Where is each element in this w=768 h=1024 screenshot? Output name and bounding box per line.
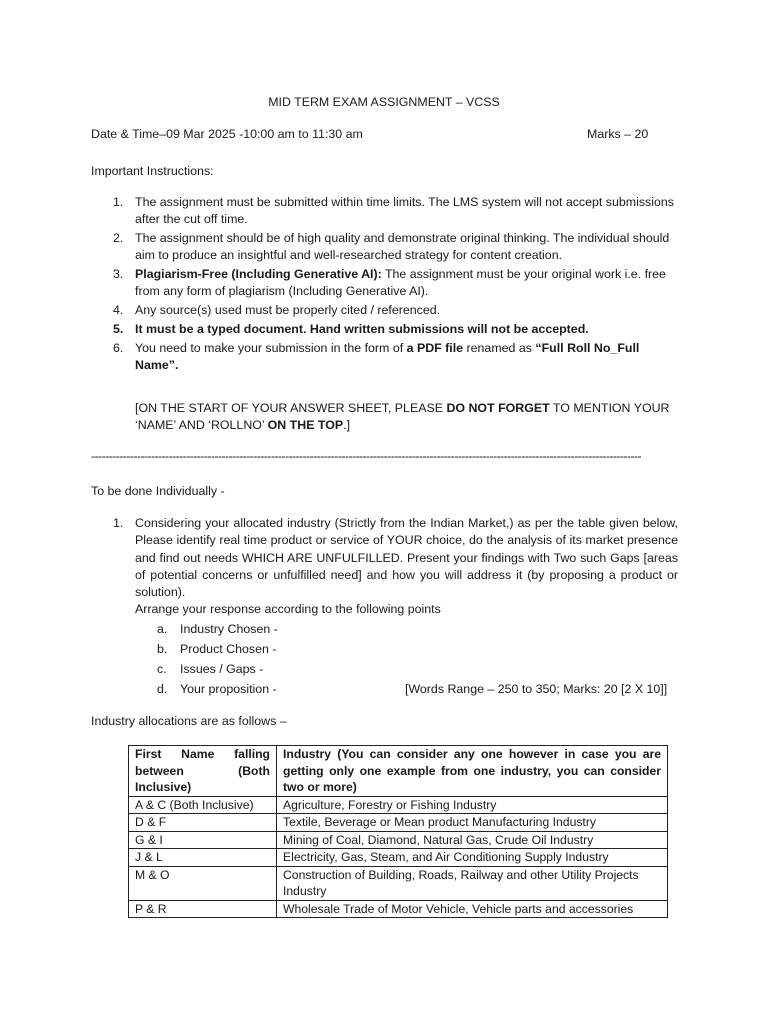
- words-range: [Words Range – 250 to 350; Marks: 20 [2 X 10]]: [405, 682, 668, 696]
- table-cell-industry: Electricity, Gas, Steam, and Air Conditioning Supply Industry: [277, 849, 668, 867]
- separator-line: ------------------------------------------------------------------------------------------------------------------------------------------------------------: [91, 449, 642, 463]
- instruction-bold-text: a PDF file: [406, 341, 464, 355]
- table-row: [129, 814, 668, 832]
- table-row: [129, 849, 668, 867]
- instruction-text: The assignment must be submitted within time limits. The LMS system will not accept submissions after the cut off time.: [135, 195, 674, 226]
- note-text: TO MENTION YOUR ‘NAME’ AND ‘ROLLNO’: [135, 401, 670, 432]
- note-text: .]: [343, 418, 351, 432]
- point-text: Issues / Gaps -: [180, 662, 264, 676]
- instruction-number: 1.: [113, 195, 124, 209]
- point-text: Product Chosen -: [180, 642, 277, 656]
- instruction-bold-text: Plagiarism-Free (Including Generative AI):: [135, 267, 382, 281]
- instruction-item: [91, 230, 681, 264]
- allocations-heading: Industry allocations are as follows –: [91, 714, 287, 728]
- table-cell-name-range: D & F: [129, 814, 277, 832]
- individual-heading: To be done Individually -: [91, 484, 225, 498]
- marks-label: Marks – 20: [587, 127, 649, 141]
- point-letter: c.: [157, 662, 167, 676]
- table-cell-name-range: A & C (Both Inclusive): [129, 796, 277, 814]
- instruction-number: 5.: [113, 322, 124, 336]
- response-point: [135, 681, 680, 701]
- instruction-number: 4.: [113, 303, 124, 317]
- note-bold-text: DO NOT FORGET: [446, 401, 550, 415]
- table-cell-industry: Textile, Beverage or Mean product Manufacturing Industry: [277, 814, 668, 832]
- table-cell-name-range: P & R: [129, 900, 277, 918]
- instruction-text: renamed as: [463, 341, 536, 355]
- instruction-item: [91, 266, 681, 300]
- table-row: [129, 900, 668, 918]
- response-point: [135, 641, 680, 661]
- instruction-item: [91, 321, 681, 338]
- table-cell-industry: Mining of Coal, Diamond, Natural Gas, Crude Oil Industry: [277, 831, 668, 849]
- table-row: [129, 831, 668, 849]
- instruction-item: [91, 194, 681, 228]
- response-point: [135, 621, 680, 641]
- table-header-industry: Industry (You can consider any one however in case you are getting only one example from one industry, you can consider two or more): [277, 746, 668, 797]
- table-cell-industry: Wholesale Trade of Motor Vehicle, Vehicle parts and accessories: [277, 900, 668, 918]
- note-text: [ON THE START OF YOUR ANSWER SHEET, PLEASE: [135, 401, 447, 415]
- instruction-text: The assignment must be your original work i.e. free from any form of plagiarism (Including Generative AI).: [135, 267, 666, 298]
- point-letter: a.: [157, 622, 168, 636]
- table-cell-name-range: G & I: [129, 831, 277, 849]
- response-point: [135, 661, 680, 681]
- table-header-row: [129, 746, 668, 797]
- note-bold-text: ON THE TOP: [267, 418, 344, 432]
- table-row: [129, 796, 668, 814]
- table-cell-name-range: M & O: [129, 866, 277, 900]
- question-text: Considering your allocated industry (Strictly from the Indian Market,) as per the table given below, Please identify real time product or service of YOUR choice, do the analysis of its market presence and find out needs WHICH ARE UNFULFILLED. Present your findings with Two such Gaps [areas of potential concerns or unfulfilled need] and how you will address it (by proposing a product or solution).: [135, 516, 678, 600]
- date-time-line: Date & Time–09 Mar 2025 -10:00 am to 11:30 am: [91, 127, 363, 141]
- arrange-instruction: Arrange your response according to the following points: [135, 602, 441, 616]
- point-letter: d.: [157, 682, 168, 696]
- instruction-text: The assignment should be of high quality and demonstrate original thinking. The individual should aim to produce an insightful and well-researched strategy for content creation.: [135, 231, 670, 262]
- point-text: Your proposition -: [180, 682, 277, 696]
- instructions-list: [91, 194, 681, 376]
- instruction-bold-text: “Full Roll No_Full Name”.: [135, 341, 640, 372]
- instruction-text: Any source(s) used must be properly cited / referenced.: [135, 303, 441, 317]
- instruction-number: 3.: [113, 267, 124, 281]
- table-cell-name-range: J & L: [129, 849, 277, 867]
- instruction-number: 6.: [113, 341, 124, 355]
- response-points-list: [135, 621, 680, 701]
- name-rollno-note: [135, 400, 680, 434]
- table-cell-industry: Construction of Building, Roads, Railway and other Utility Projects Industry: [277, 866, 668, 900]
- instruction-text: You need to make your submission in the form of: [135, 341, 407, 355]
- question-number: 1.: [113, 516, 124, 530]
- instruction-bold-text: It must be a typed document. Hand written submissions will not be accepted.: [135, 322, 589, 336]
- industry-allocation-table: [128, 745, 668, 918]
- instruction-item: [91, 302, 681, 319]
- table-header-first-name: First Name falling between (Both Inclusive): [129, 746, 277, 797]
- point-letter: b.: [157, 642, 168, 656]
- table-row: [129, 866, 668, 900]
- instructions-heading: Important Instructions:: [91, 164, 214, 178]
- page-title: MID TERM EXAM ASSIGNMENT – VCSS: [268, 95, 500, 109]
- instruction-item: [91, 340, 681, 374]
- point-text: Industry Chosen -: [180, 622, 278, 636]
- instruction-number: 2.: [113, 231, 124, 245]
- table-cell-industry: Agriculture, Forestry or Fishing Industry: [277, 796, 668, 814]
